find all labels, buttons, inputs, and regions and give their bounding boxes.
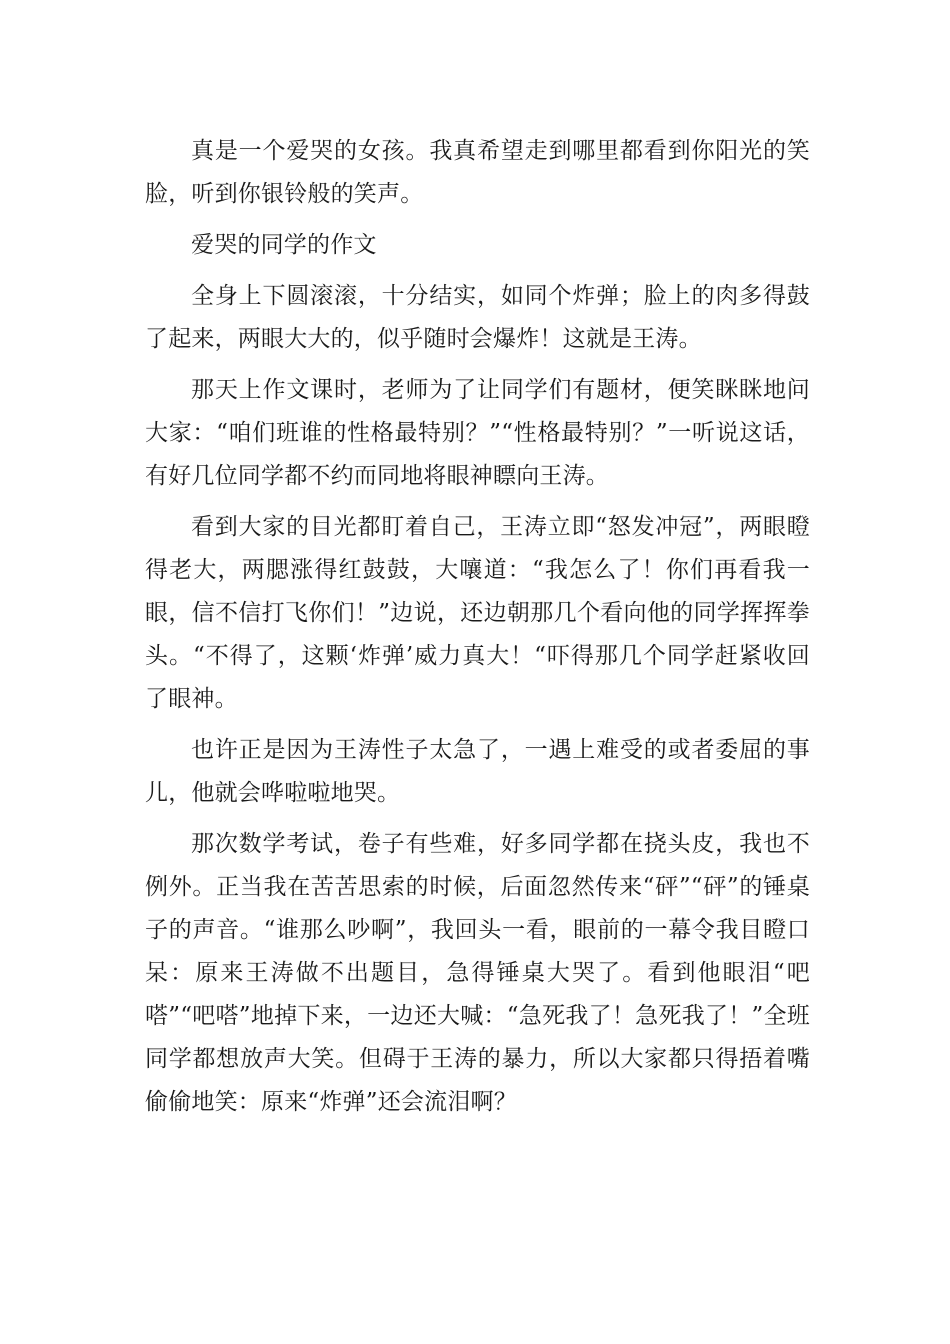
paragraph-4: 看到大家的目光都盯着自己，王涛立即“怒发冲冠”，两眼瞪得老大，两腮涨得红鼓鼓，大嚷道：“我怎么了！你们再看我一眼，信不信打飞你们！”边说，还边朝那几个看向他的同学挥挥拳头。“不得了，这颗‘炸弹’威力真大！“吓得那几个同学赶紧收回了眼神。 bbox=[145, 514, 810, 712]
document-body bbox=[145, 130, 810, 1132]
paragraph-5: 也许正是因为王涛性子太急了，一遇上难受的或者委屈的事儿，他就会哗啦啦地哭。 bbox=[145, 737, 810, 806]
paragraph-3: 那天上作文课时，老师为了让同学们有题材，便笑眯眯地问大家：“咱们班谁的性格最特别？”“性格最特别？”一听说这话，有好几位同学都不约而同地将眼神瞟向王涛。 bbox=[145, 377, 810, 489]
essay-title: 爱哭的同学的作文 bbox=[191, 232, 377, 258]
paragraph-2: 全身上下圆滚滚，十分结实，如同个炸弹；脸上的肉多得鼓了起来，两眼大大的，似乎随时会爆炸！这就是王涛。 bbox=[145, 283, 810, 352]
paragraph-1: 真是一个爱哭的女孩。我真希望走到哪里都看到你阳光的笑脸，听到你银铃般的笑声。 bbox=[145, 138, 810, 207]
paragraph-6: 那次数学考试，卷子有些难，好多同学都在挠头皮，我也不例外。正当我在苦苦思索的时候，后面忽然传来“砰”“砰”的锤桌子的声音。“谁那么吵啊”，我回头一看，眼前的一幕令我目瞪口呆：原来王涛做不出题目，急得锤桌大哭了。看到他眼泪“吧嗒”“吧嗒”地掉下来，一边还大喊：“急死我了！急死我了！”全班同学都想放声大笑。但碍于王涛的暴力，所以大家都只得捂着嘴偷偷地笑：原来“炸弹”还会流泪啊？ bbox=[145, 831, 810, 1115]
